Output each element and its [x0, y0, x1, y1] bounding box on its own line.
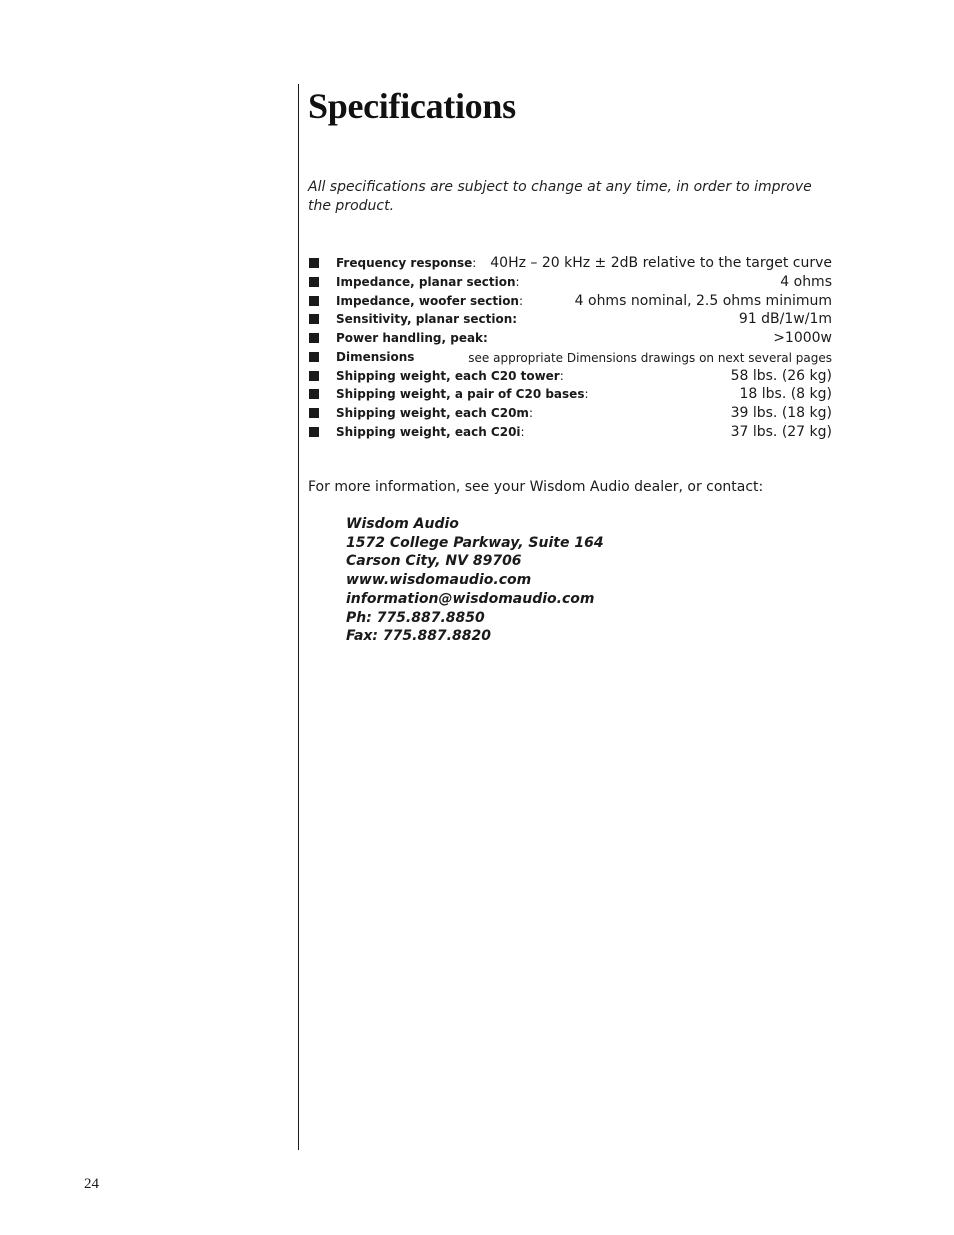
spec-label: Frequency response: — [336, 256, 477, 270]
page-number: 24 — [84, 1176, 99, 1192]
spec-label: Impedance, woofer section: — [336, 293, 524, 308]
vertical-rule — [298, 84, 299, 1150]
email-text: information@wisdomaudio.com — [346, 590, 595, 607]
fax-number: Fax: 775.887.8820 — [346, 628, 491, 645]
square-bullet-icon — [309, 389, 319, 399]
spec-item — [308, 254, 832, 273]
spec-label: Sensitivity, planar section: — [336, 312, 518, 327]
city-state-zip: Carson City, NV 89706 — [346, 553, 522, 570]
square-bullet-icon — [309, 277, 319, 287]
spec-label: Shipping weight, each C20 tower: — [336, 368, 564, 383]
website-text: www.wisdomaudio.com — [346, 572, 532, 589]
spec-label: Shipping weight, a pair of C20 bases: — [336, 387, 589, 402]
spec-value: 39 lbs. (18 kg) — [730, 405, 832, 421]
spec-item — [308, 423, 832, 442]
spec-value: 18 lbs. (8 kg) — [739, 386, 832, 403]
square-bullet-icon — [309, 371, 319, 381]
spec-item — [308, 273, 832, 292]
spec-item — [308, 348, 832, 367]
spec-list — [308, 254, 832, 442]
spec-item — [308, 310, 832, 329]
spec-item — [308, 404, 832, 423]
spec-value: 37 lbs. (27 kg) — [730, 423, 832, 440]
page-title: Specifications — [308, 86, 516, 126]
contact-address — [346, 515, 604, 646]
spec-value: 40Hz – 20 kHz ± 2dB relative to the target curve — [490, 255, 832, 271]
square-bullet-icon — [309, 258, 319, 268]
square-bullet-icon — [309, 408, 319, 418]
contact-intro: For more information, see your Wisdom Audio dealer, or contact: — [308, 479, 764, 495]
spec-label: Shipping weight, each C20i: — [336, 424, 525, 439]
spec-value: 4 ohms nominal, 2.5 ohms minimum — [574, 292, 832, 309]
spec-value: >1000w — [773, 330, 832, 346]
spec-value: 4 ohms — [780, 273, 832, 290]
spec-item — [308, 292, 832, 311]
spec-item — [308, 329, 832, 348]
square-bullet-icon — [309, 427, 319, 437]
spec-label: Dimensions — [336, 349, 415, 364]
spec-label: Impedance, planar section: — [336, 274, 520, 289]
spec-value: see appropriate Dimensions drawings on next several pages — [468, 350, 832, 365]
phone-number: Ph: 775.887.8850 — [346, 609, 485, 626]
spec-value: 91 dB/1w/1m — [738, 311, 832, 328]
square-bullet-icon — [309, 296, 319, 306]
square-bullet-icon — [309, 314, 319, 324]
company-name: Wisdom Audio — [346, 516, 459, 532]
spec-label: Shipping weight, each C20m: — [336, 406, 533, 420]
disclaimer-text: All specifications are subject to change at any time, in order to improve the product. — [308, 179, 812, 214]
spec-label: Power handling, peak: — [336, 331, 488, 345]
street-address: 1572 College Parkway, Suite 164 — [346, 534, 604, 551]
square-bullet-icon — [309, 333, 319, 343]
spec-value: 58 lbs. (26 kg) — [730, 367, 832, 384]
square-bullet-icon — [309, 352, 319, 362]
spec-item — [308, 367, 832, 386]
spec-item — [308, 385, 832, 404]
